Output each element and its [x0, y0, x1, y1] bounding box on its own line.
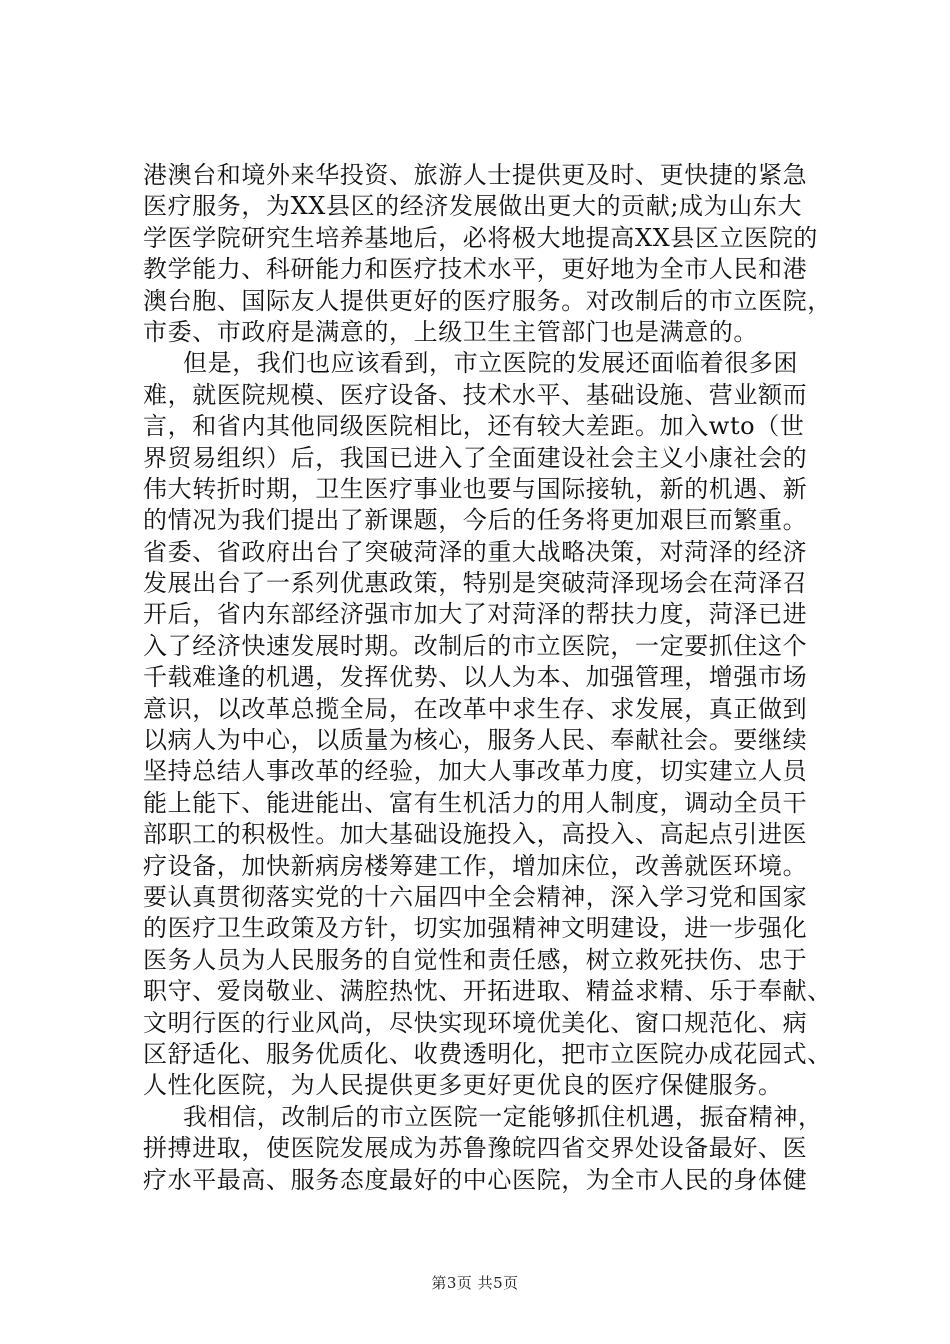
text-line: 要认真贯彻落实党的十六届四中全会精神，深入学习党和国家: [143, 882, 808, 911]
text-line: 难，就医院规模、医疗设备、技术水平、基础设施、营业额而: [143, 380, 808, 409]
text-line: 入了经济快速发展时期。改制后的市立医院，一定要抓住这个: [143, 631, 808, 660]
text-line: 港澳台和境外来华投资、旅游人士提供更及时、更快捷的紧急: [143, 161, 808, 189]
text-line: 疗水平最高、服务态度最好的中心医院，为全市人民的身体健: [143, 1165, 808, 1194]
text-line: 学医学院研究生培养基地后，必将极大地提高XX县区立医院的: [143, 223, 818, 252]
text-line: 医疗服务，为XX县区的经济发展做出更大的贡献;成为山东大: [143, 192, 803, 221]
text-line: 但是，我们也应该看到，市立医院的发展还面临着很多困: [183, 349, 798, 378]
paragraph-2: [143, 348, 855, 1101]
text-line: 伟大转折时期，卫生医疗事业也要与国际接轨，新的机遇、新: [143, 474, 808, 503]
text-line: 疗设备，加快新病房楼筹建工作，增加床位，改善就医环境。: [143, 851, 808, 880]
text-line: 能上能下、能进能出、富有生机活力的用人制度，调动全员干: [143, 788, 808, 817]
text-line: 职守、爱岗敬业、满腔热忱、开拓进取、精益求精、乐于奉献、: [143, 977, 832, 1006]
text-line: 意识，以改革总揽全局，在改革中求生存、求发展，真正做到: [143, 694, 808, 723]
text-line: 文明行医的行业风尚，尽快实现环境优美化、窗口规范化、病: [143, 1008, 808, 1037]
text-line: 教学能力、科研能力和医疗技术水平，更好地为全市人民和港: [143, 255, 808, 284]
text-line: 拼搏进取，使医院发展成为苏鲁豫皖四省交界处设备最好、医: [143, 1134, 808, 1163]
text-line: 的医疗卫生政策及方针，切实加强精神文明建设，进一步强化: [143, 914, 808, 943]
text-line: 开后，省内东部经济强市加大了对菏泽的帮扶力度，菏泽已进: [143, 600, 808, 629]
text-line: 省委、省政府出台了突破菏泽的重大战略决策，对菏泽的经济: [143, 537, 808, 566]
text-line: 我相信，改制后的市立医院一定能够抓住机遇，振奋精神，: [183, 1102, 823, 1131]
paragraph-1: [143, 160, 855, 348]
text-line: 部职工的积极性。加大基础设施投入，高投入、高起点引进医: [143, 820, 808, 849]
text-line: 言，和省内其他同级医院相比，还有较大差距。加入wto（世: [143, 412, 805, 441]
text-line: 发展出台了一系列优惠政策，特别是突破菏泽现场会在菏泽召: [143, 569, 808, 598]
text-line: 千载难逢的机遇，发挥优势、以人为本、加强管理，增强市场: [143, 663, 808, 692]
text-line: 医务人员为人民服务的自觉性和责任感，树立救死扶伤、忠于: [143, 945, 808, 974]
text-line: 以病人为中心，以质量为核心，服务人民、奉献社会。要继续: [143, 726, 808, 755]
text-line: 坚持总结人事改革的经验，加大人事改革力度，切实建立人员: [143, 757, 808, 786]
page-number: 第3页 共5页: [431, 1274, 519, 1292]
paragraph-3: [143, 1102, 855, 1196]
document-body: [143, 160, 855, 1196]
text-line: 界贸易组织）后，我国已进入了全面建设社会主义小康社会的: [143, 443, 808, 472]
text-line: 市委、市政府是满意的，上级卫生主管部门也是满意的。: [143, 317, 758, 346]
text-line: 澳台胞、国际友人提供更好的医疗服务。对改制后的市立医院，: [143, 286, 832, 315]
text-line: 区舒适化、服务优质化、收费透明化，把市立医院办成花园式、: [143, 1039, 832, 1068]
text-line: 人性化医院，为人民提供更多更好更优良的医疗保健服务。: [143, 1071, 783, 1100]
text-line: 的情况为我们提出了新课题，今后的任务将更加艰巨而繁重。: [143, 506, 808, 535]
page-footer: [0, 1272, 950, 1293]
